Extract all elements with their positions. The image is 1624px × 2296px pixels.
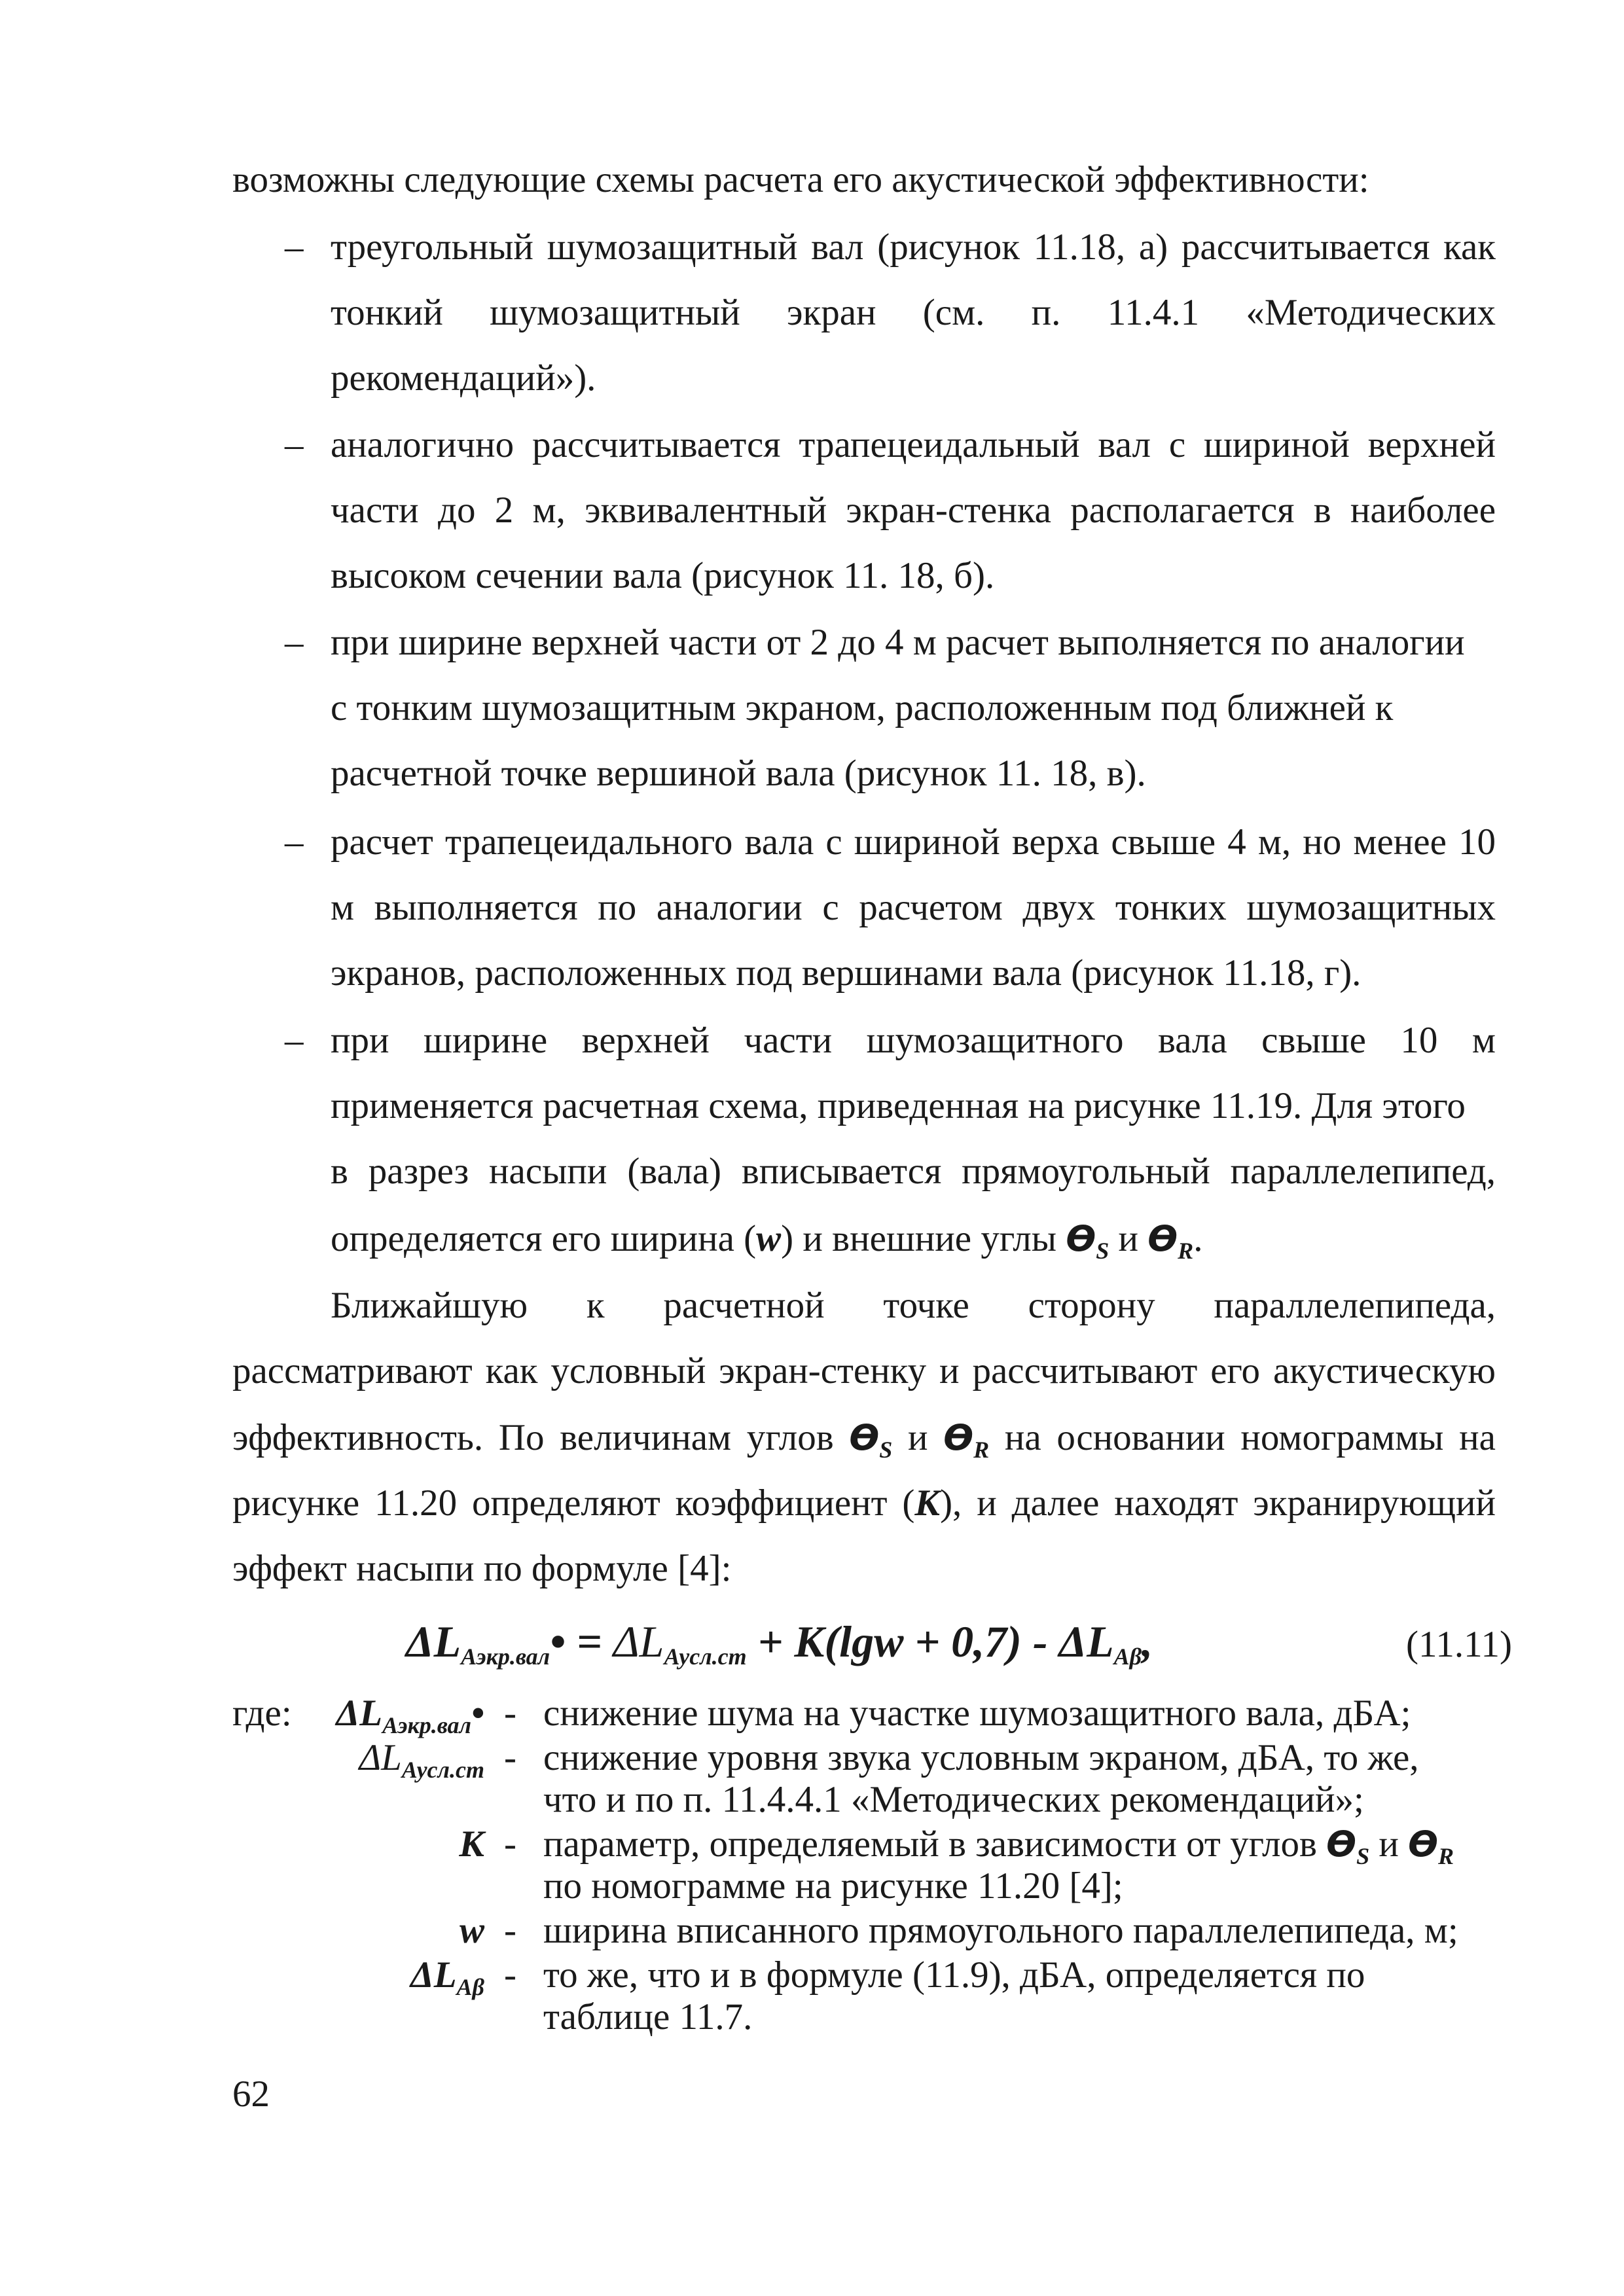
bullet-4-line-2: м выполняется по аналогии с расчетом двух тонких шумозащитных — [331, 887, 1496, 928]
bullet-1-line-2: тонкий шумозащитный экран (см. п. 11.4.1 «Методических — [331, 292, 1496, 333]
def-text: снижение шума на участке шумозащитного вала, дБА; — [543, 1693, 1411, 1734]
intro-line: возможны следующие схемы расчета его акустической эффективности: — [232, 159, 1369, 200]
bullet-2-line-3: высоком сечении вала (рисунок 11. 18, б). — [331, 555, 995, 596]
def-dash: - — [504, 1910, 516, 1951]
def-dash: - — [504, 1823, 516, 1865]
def-symbol: $\Delta L_{А\beta}$ — [410, 1954, 484, 2000]
paragraph-line-3: эффективность. По величинам углов $ϴ_S$ и $ϴ_R$ на основании номограммы на — [232, 1417, 1496, 1463]
def-dash: - — [504, 1737, 516, 1778]
bullet-5-line-3: в разрез насыпи (вала) вписывается прямоугольный параллелепипед, — [331, 1151, 1496, 1192]
paragraph-line-5: эффект насыпи по формуле [4]: — [232, 1548, 732, 1589]
bullet-mark: – — [285, 424, 304, 465]
def-symbol: К — [459, 1823, 484, 1865]
bullet-1-line-3: рекомендаций»). — [331, 357, 596, 399]
def-dash: - — [504, 1693, 516, 1734]
bullet-5-line-4: определяется его ширина (w) и внешние углы $ϴ_S$ и $ϴ_R$. — [331, 1218, 1203, 1264]
bullet-2-line-1: аналогично рассчитывается трапецеидальный вал с шириной верхней — [331, 424, 1496, 465]
bullet-mark: – — [285, 821, 304, 863]
bullet-mark: – — [285, 622, 304, 663]
paragraph-line-2: рассматривают как условный экран-стенку и рассчитывают его акустическую — [232, 1350, 1496, 1391]
def-symbol: $\Delta L_{Аэкр.вал}•$ — [336, 1693, 484, 1738]
bullet-4-line-3: экранов, расположенных под вершинами вала (рисунок 11.18, г). — [331, 952, 1362, 994]
def-dash: - — [504, 1954, 516, 1996]
page-number: 62 — [232, 2073, 270, 2115]
bullet-3-line-1: при ширине верхней части от 2 до 4 м расчет выполняется по аналогии — [331, 622, 1465, 663]
def-text: таблице 11.7. — [543, 1996, 753, 2037]
def-symbol: w — [459, 1910, 484, 1951]
bullet-mark: – — [285, 1020, 304, 1061]
bullet-3-line-3: расчетной точке вершиной вала (рисунок 11. 18, в). — [331, 753, 1146, 794]
def-text: снижение уровня звука условным экраном, дБА, то же, — [543, 1737, 1419, 1778]
paragraph-line-4: рисунке 11.20 определяют коэффициент (К), и далее находят экранирующий — [232, 1482, 1496, 1524]
bullet-5-line-2: применяется расчетная схема, приведенная на рисунке 11.19. Для этого — [331, 1085, 1466, 1126]
bullet-2-line-2: части до 2 м, эквивалентный экран-стенка располагается в наиболее — [331, 490, 1496, 531]
paragraph-line-1: Ближайшую к расчетной точке сторону параллелепипеда, — [331, 1285, 1496, 1326]
bullet-mark: – — [285, 226, 304, 268]
def-symbol: $\Delta L_{Аусл.ст}$ — [359, 1737, 484, 1783]
bullet-3-line-2: с тонким шумозащитным экраном, расположенным под ближней к — [331, 687, 1394, 728]
theta-symbol: ϴ — [1147, 1218, 1178, 1259]
def-text: что и по п. 11.4.4.1 «Методических рекомендаций»; — [543, 1779, 1364, 1820]
symbol-w: w — [756, 1218, 782, 1259]
theta-symbol: ϴ — [1408, 1823, 1439, 1865]
bullet-4-line-1: расчет трапецеидального вала с шириной верха свыше 4 м, но менее 10 — [331, 821, 1496, 863]
bullet-5-line-1: при ширине верхней части шумозащитного вала свыше 10 м — [331, 1020, 1496, 1061]
def-text: по номограмме на рисунке 11.20 [4]; — [543, 1865, 1123, 1907]
theta-symbol: ϴ — [943, 1417, 974, 1458]
formula-number: (11.11) — [1406, 1624, 1512, 1665]
def-text: ширина вписанного прямоугольного параллелепипеда, м; — [543, 1910, 1458, 1951]
def-text: параметр, определяемый в зависимости от углов $ϴ_S$ и $ϴ_R$ — [543, 1823, 1454, 1869]
symbol-k: К — [914, 1482, 941, 1524]
theta-symbol: ϴ — [1066, 1218, 1096, 1259]
theta-symbol: ϴ — [1326, 1823, 1357, 1865]
formula-11-11: $\Delta L_{Аэкр.вал}• = \Delta L_{Аусл.ст} + К(\lg w + 0,7) - \Delta L_{А\beta}$, — [406, 1617, 1153, 1670]
theta-symbol: ϴ — [849, 1417, 880, 1458]
def-text: то же, что и в формуле (11.9), дБА, определяется по — [543, 1954, 1365, 1996]
bullet-1-line-1: треугольный шумозащитный вал (рисунок 11.18, а) рассчитывается как — [331, 226, 1496, 268]
where-label: где: — [232, 1693, 292, 1734]
